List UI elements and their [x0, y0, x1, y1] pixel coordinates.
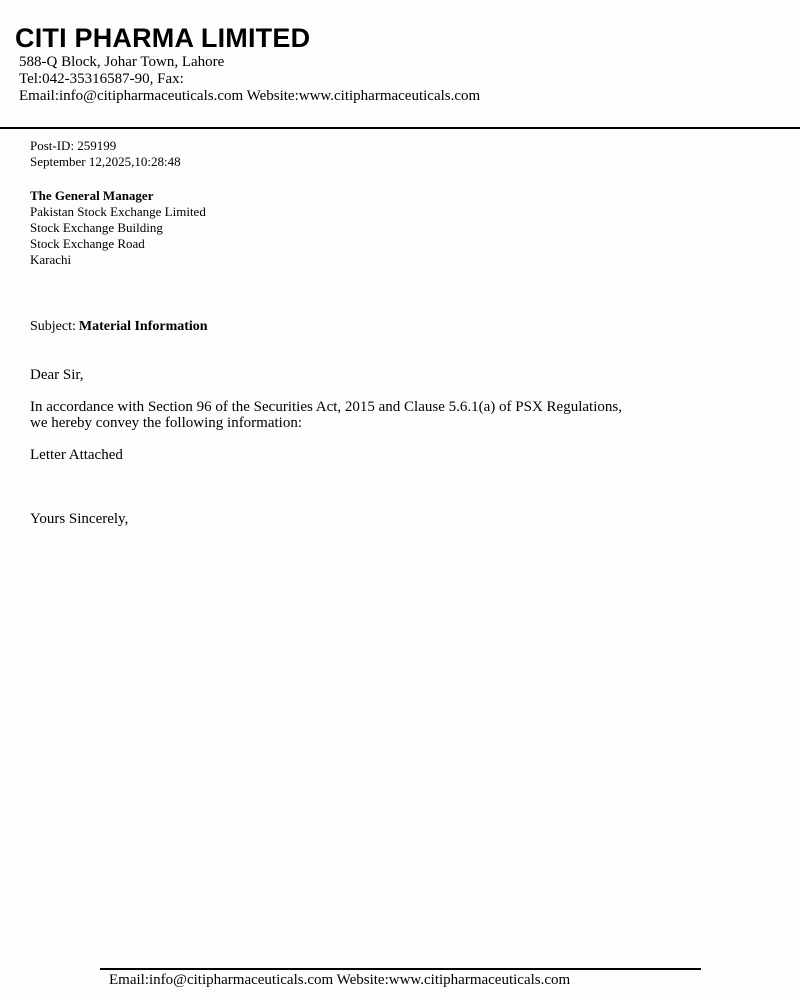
- company-address: 588-Q Block, Johar Town, Lahore: [19, 54, 225, 70]
- post-id: Post-ID: 259199: [30, 138, 117, 153]
- recipient-line: Stock Exchange Road: [30, 236, 145, 251]
- recipient-title: The General Manager: [30, 188, 154, 203]
- recipient-line: Stock Exchange Building: [30, 220, 163, 235]
- subject-label: Subject:: [30, 319, 76, 334]
- subject-text: Material Information: [78, 319, 208, 334]
- body-paragraph-line: we hereby convey the following information:: [30, 415, 303, 431]
- recipient-block: [30, 188, 206, 268]
- recipient-line: Karachi: [30, 252, 72, 267]
- letterhead-contact: [19, 54, 480, 105]
- body-paragraph-line: In accordance with Section 96 of the Securities Act, 2015 and Clause 5.6.1(a) of PSX Regulations,: [30, 399, 622, 415]
- company-email-website: Email:info@citipharmaceuticals.com Website:www.citipharmaceuticals.com: [19, 88, 481, 104]
- post-datetime: September 12,2025,10:28:48: [30, 154, 181, 169]
- recipient-line: Pakistan Stock Exchange Limited: [30, 204, 206, 219]
- header-divider: [0, 127, 800, 129]
- company-tel-fax: Tel:042-35316587-90, Fax:: [19, 71, 184, 87]
- attachment-note: Letter Attached: [30, 447, 123, 463]
- closing: Yours Sincerely,: [30, 511, 129, 527]
- company-name: CITI PHARMA LIMITED: [15, 23, 311, 53]
- post-meta: [30, 138, 181, 170]
- footer-email-website: Email:info@citipharmaceuticals.com Website:www.citipharmaceuticals.com: [109, 972, 571, 988]
- body-paragraph: [30, 399, 622, 431]
- salutation: Dear Sir,: [30, 367, 84, 383]
- subject-line: [30, 318, 208, 336]
- footer-divider: [100, 968, 701, 970]
